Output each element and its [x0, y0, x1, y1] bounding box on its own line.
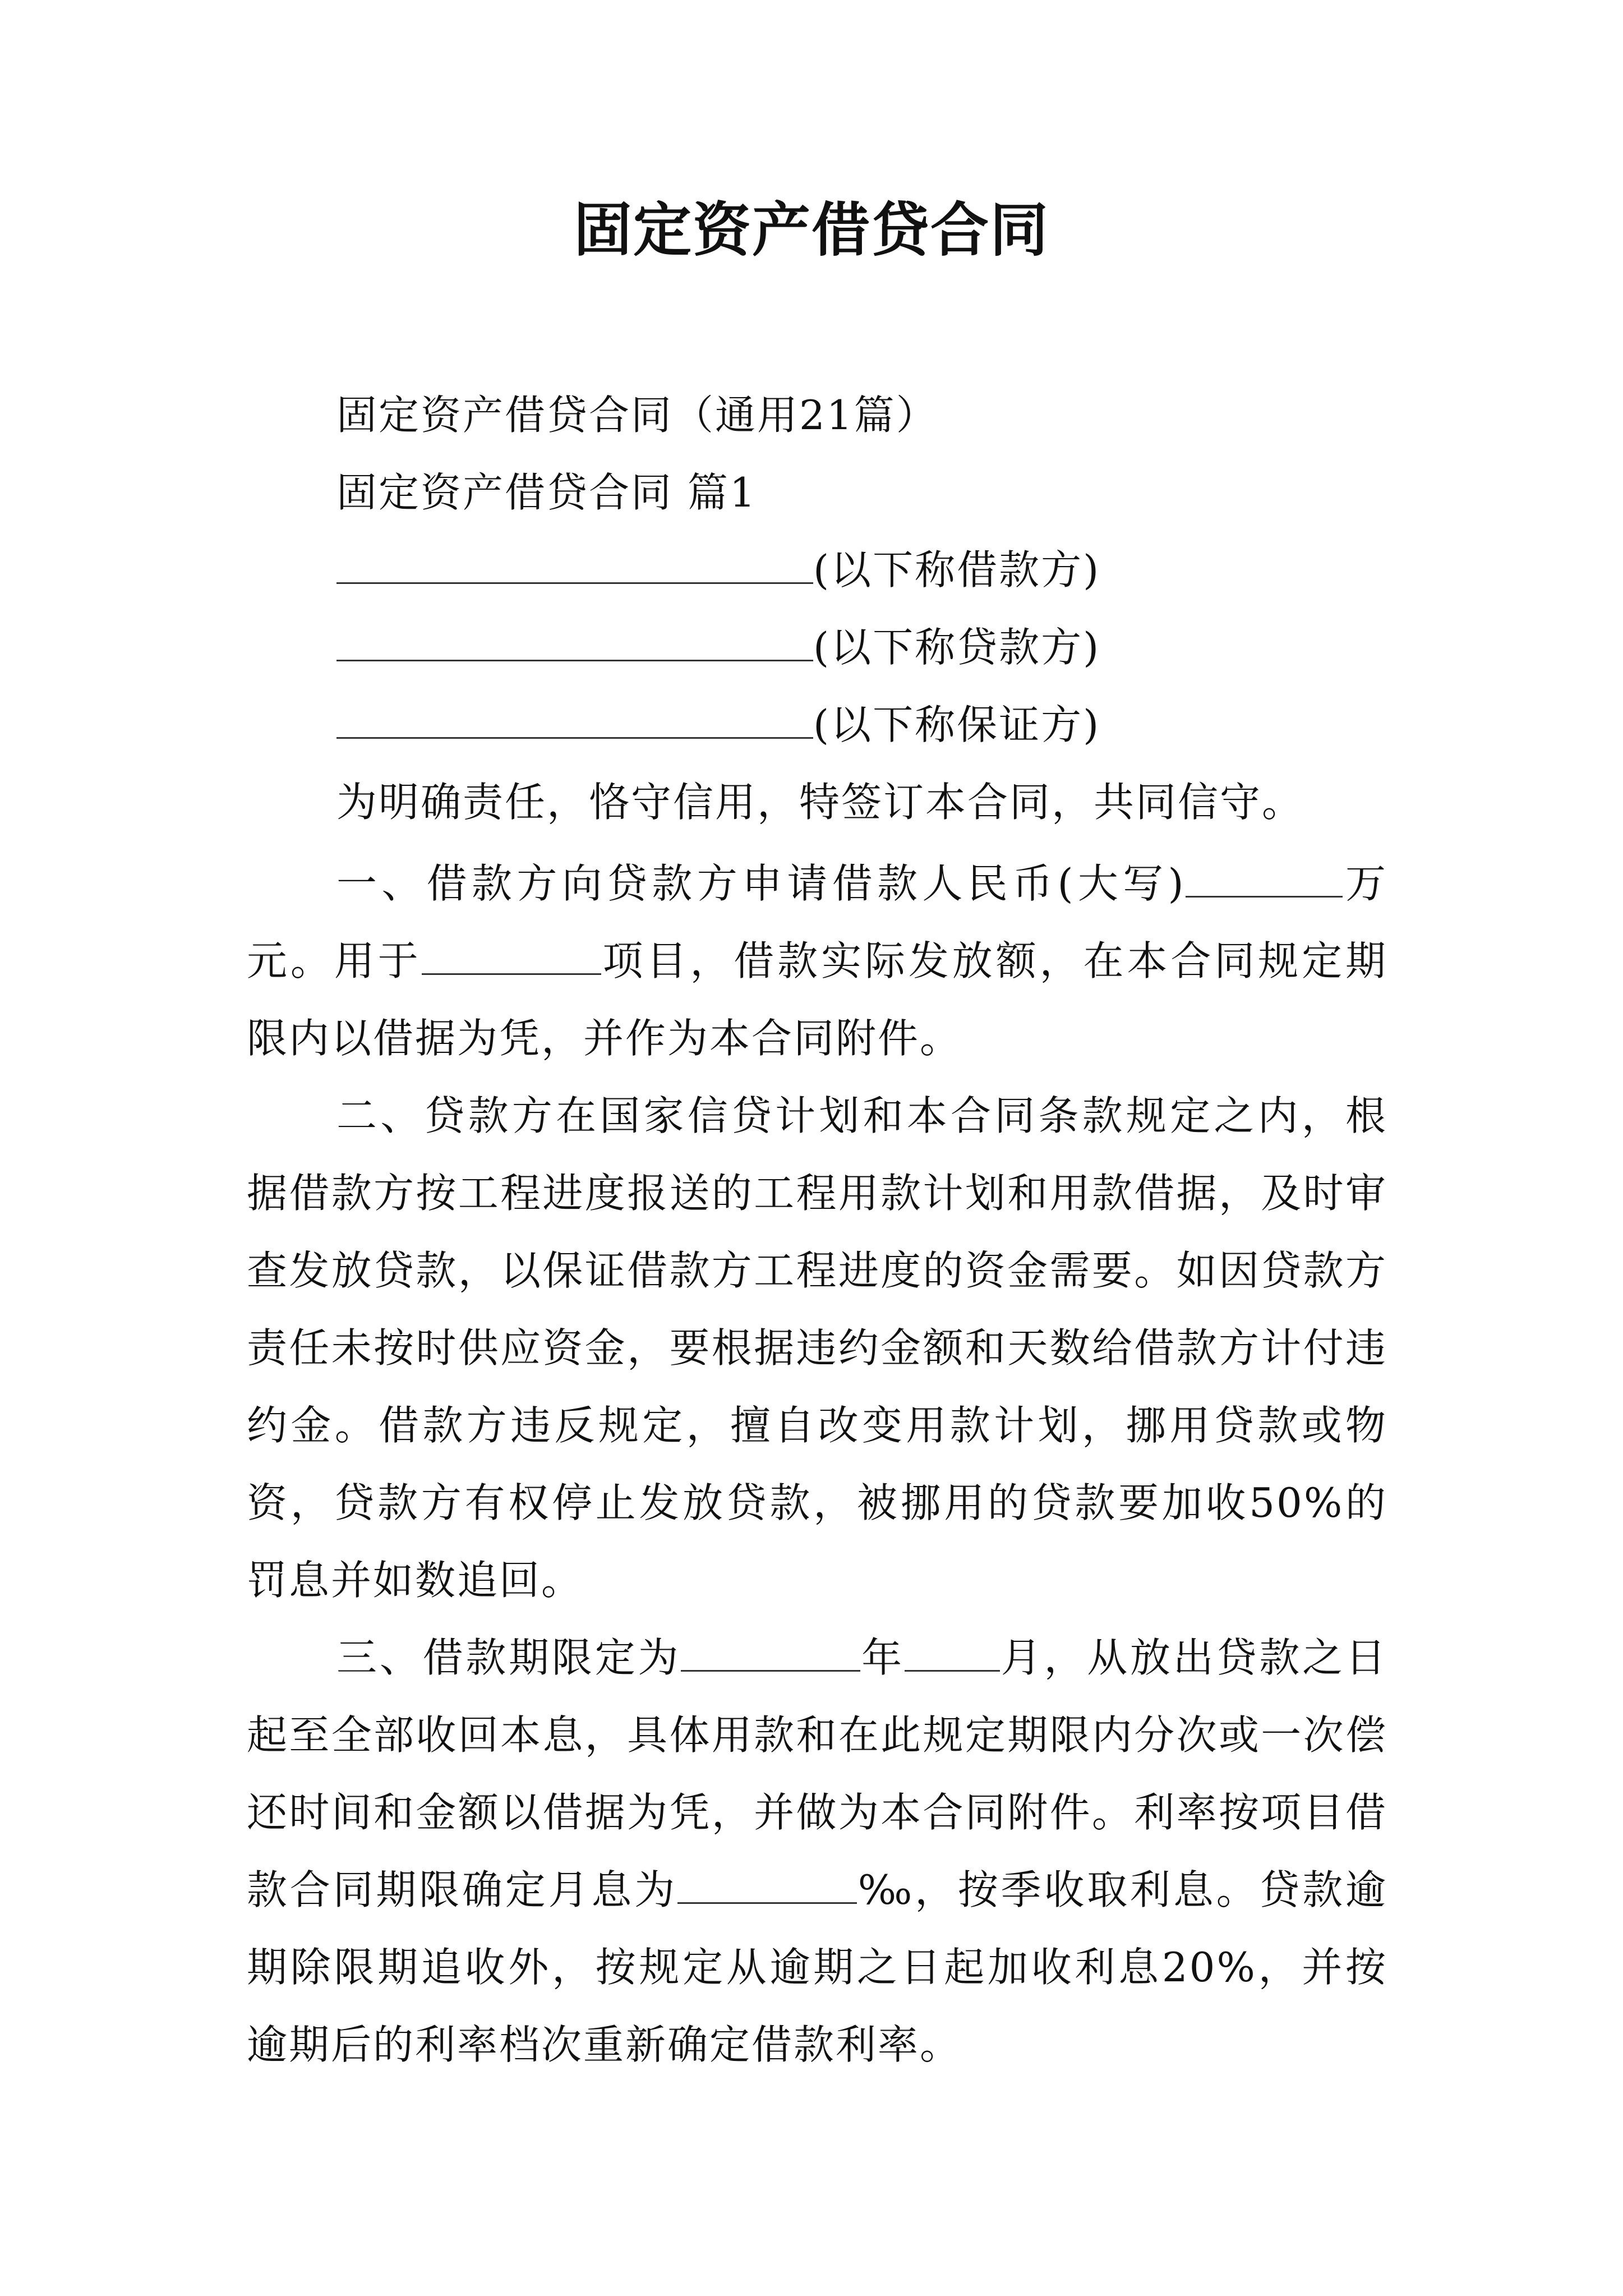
clause-3	[247, 1619, 1387, 2083]
borrower-label: (以下称借款方)	[813, 546, 1101, 593]
clause-1-part2: 万元。用于	[247, 860, 1387, 984]
clause-3-part1: 三、借款期限定为	[336, 1634, 681, 1681]
section-heading: 固定资产借贷合同 篇1	[336, 469, 757, 516]
lender-blank	[336, 619, 813, 661]
clause-3-part4: ‰，按季收取利息。贷款逾期除限期追收外，按规定从逾期之日起加收利息20%，并按逾期后的利率档次重新确定借款利率。	[247, 1866, 1387, 2068]
lender-label: (以下称贷款方)	[813, 624, 1101, 671]
years-blank	[681, 1636, 860, 1672]
clause-1	[247, 845, 1387, 1077]
project-blank	[422, 940, 601, 975]
clause-3-part2: 年	[860, 1634, 905, 1681]
document-subtitle: 固定资产借贷合同（通用21篇）	[336, 392, 938, 439]
interest-rate-blank	[677, 1869, 857, 1904]
months-blank	[905, 1636, 1000, 1672]
clause-1-part1: 一、借款方向贷款方申请借款人民币(大写)	[336, 860, 1186, 907]
party-guarantor-line	[336, 697, 1100, 753]
guarantor-blank	[336, 697, 813, 739]
borrower-blank	[336, 542, 813, 584]
party-lender-line	[336, 619, 1100, 675]
clause-3-part3: 月，从放出贷款之日起至全部收回本息，具体用款和在此规定期限内分次或一次偿还时间和金额以借据为凭，并做为本合同附件。利率按项目借款合同期限确定月息为	[247, 1634, 1387, 1913]
clause-1-part3: 项目，借款实际发放额，在本合同规定期限内以借据为凭，并作为本合同附件。	[247, 937, 1387, 1062]
document-title: 固定资产借贷合同	[573, 195, 1049, 264]
preamble: 为明确责任，恪守信用，特签订本合同，共同信守。	[336, 779, 1304, 826]
amount-blank	[1186, 862, 1343, 898]
party-borrower-line	[336, 542, 1100, 598]
guarantor-label: (以下称保证方)	[813, 701, 1101, 748]
clause-2: 二、贷款方在国家信贷计划和本合同条款规定之内，根据借款方按工程进度报送的工程用款计划和用款借据，及时审查发放贷款，以保证借款方工程进度的资金需要。如因贷款方责任未按时供应资金，要根据违约金额和天数给借款方计付违约金。借款方违反规定，擅自改变用款计划，挪用贷款或物资，贷款方有权停止发放贷款，被挪用的贷款要加收50%的罚息并如数追回。	[247, 1092, 1387, 1604]
